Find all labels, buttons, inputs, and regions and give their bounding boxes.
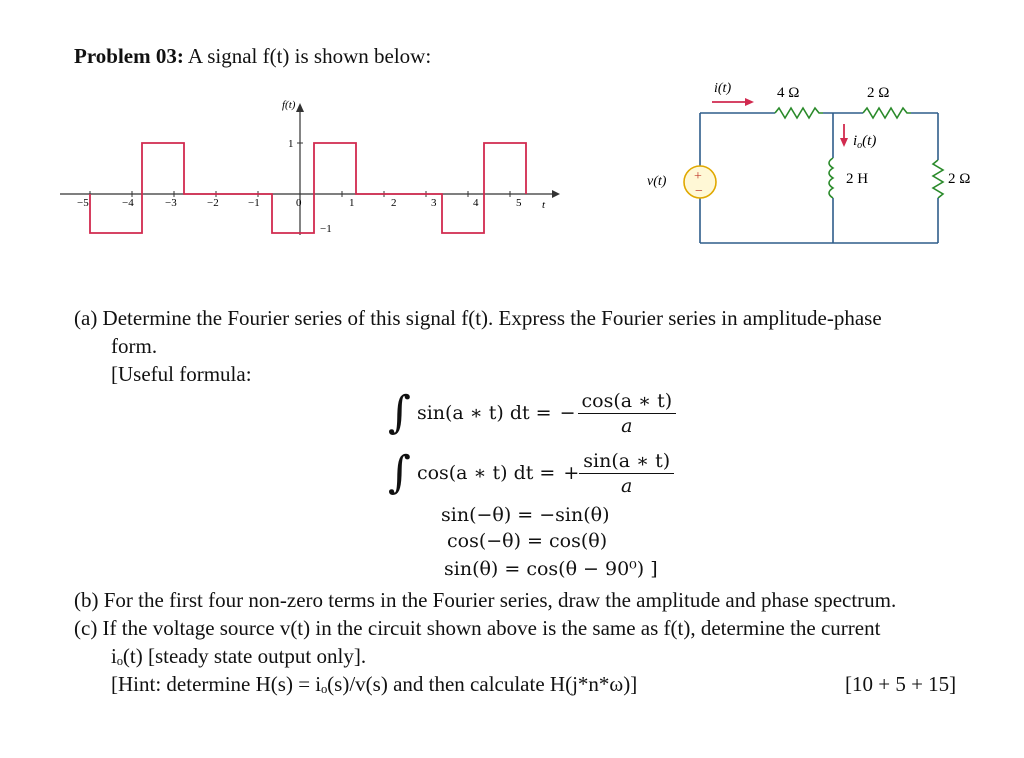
integral-symbol: ∫ — [388, 447, 411, 498]
formula-identity-cos: cos(−θ) = cos(θ) — [447, 530, 608, 552]
source-label: v(t) — [647, 174, 667, 189]
x-tick: 3 — [431, 197, 437, 209]
x-tick: −1 — [248, 197, 260, 209]
formula2-sign: + — [563, 462, 580, 484]
formula2-left: cos(a ∗ t) dt = — [416, 462, 556, 484]
y-tick-top: 1 — [288, 138, 294, 150]
part-c-line1: (c) If the voltage source v(t) in the circuit shown above is the same as f(t), determine the current — [74, 616, 881, 640]
source-plus: + — [694, 169, 702, 184]
x-tick: 5 — [516, 197, 522, 209]
part-a-line1: (a) Determine the Fourier series of this signal f(t). Express the Fourier series in amplitude-phase — [74, 306, 882, 330]
y-axis-arrow — [296, 103, 304, 112]
part-c-line3: [Hint: determine H(s) = iₒ(s)/v(s) and then calculate H(j*n*ω)] — [111, 672, 638, 696]
current-label: i(t) — [714, 81, 732, 96]
formula1-fraction — [578, 389, 677, 438]
x-tick: −2 — [207, 197, 219, 209]
formula1-left: sin(a ∗ t) dt = — [416, 402, 552, 424]
formula1-sign: − — [559, 402, 576, 424]
formula-integral-sin — [388, 384, 676, 442]
problem-intro: A signal f(t) is shown below: — [183, 44, 432, 68]
circuit-diagram — [630, 68, 1000, 253]
x-tick: −4 — [122, 197, 134, 209]
io-arrow-icon — [840, 138, 848, 147]
io-label: $i_o(t)$ — [853, 133, 877, 151]
problem-label: Problem 03: — [74, 44, 184, 68]
x-axis-arrow — [552, 190, 560, 198]
marks: [10 + 5 + 15] — [845, 672, 957, 696]
r2-label: 2 Ω — [867, 85, 890, 101]
x-tick: 1 — [349, 197, 355, 209]
x-tick: −5 — [77, 197, 89, 209]
signal-graph — [60, 95, 570, 245]
part-b-line1: (b) For the first four non-zero terms in the Fourier series, draw the amplitude and phase spectrum. — [74, 588, 897, 612]
integral-symbol: ∫ — [388, 387, 411, 438]
resistor-2-ohm-right — [933, 160, 943, 198]
signal-waveform — [90, 143, 526, 233]
x-tick: 4 — [473, 197, 479, 209]
inductor-label: 2 H — [846, 171, 869, 187]
x-tick: −3 — [165, 197, 177, 209]
source-minus: − — [695, 184, 703, 199]
r1-label: 4 Ω — [777, 85, 800, 101]
formula2-denominator: a — [621, 474, 633, 497]
formula2-numerator: sin(a ∗ t) — [579, 449, 674, 474]
r3-label: 2 Ω — [948, 171, 971, 187]
x-tick: 0 — [296, 197, 302, 209]
formula-identity-shift: sin(θ) = cos(θ − 90⁰) ] — [444, 558, 658, 580]
resistor-2-ohm-top — [863, 108, 911, 118]
part-a-line3: [Useful formula: — [111, 362, 252, 386]
resistor-4-ohm — [775, 108, 823, 118]
part-c-line2: iₒ(t) [steady state output only]. — [111, 644, 367, 668]
problem-heading — [74, 42, 431, 70]
x-tick: 2 — [391, 197, 397, 209]
formula-identity-sin: sin(−θ) = −sin(θ) — [441, 504, 610, 526]
x-axis-label: t — [542, 199, 546, 211]
y-axis-label: f(t) — [282, 99, 296, 111]
formula-integral-cos — [388, 444, 674, 502]
formula1-numerator: cos(a ∗ t) — [578, 389, 677, 414]
formula2-fraction — [579, 449, 674, 498]
y-tick-bottom: −1 — [320, 223, 332, 235]
formula1-denominator: a — [621, 414, 633, 437]
part-a-line2: form. — [111, 334, 158, 358]
current-arrow-icon — [745, 98, 754, 106]
inductor — [829, 158, 833, 198]
